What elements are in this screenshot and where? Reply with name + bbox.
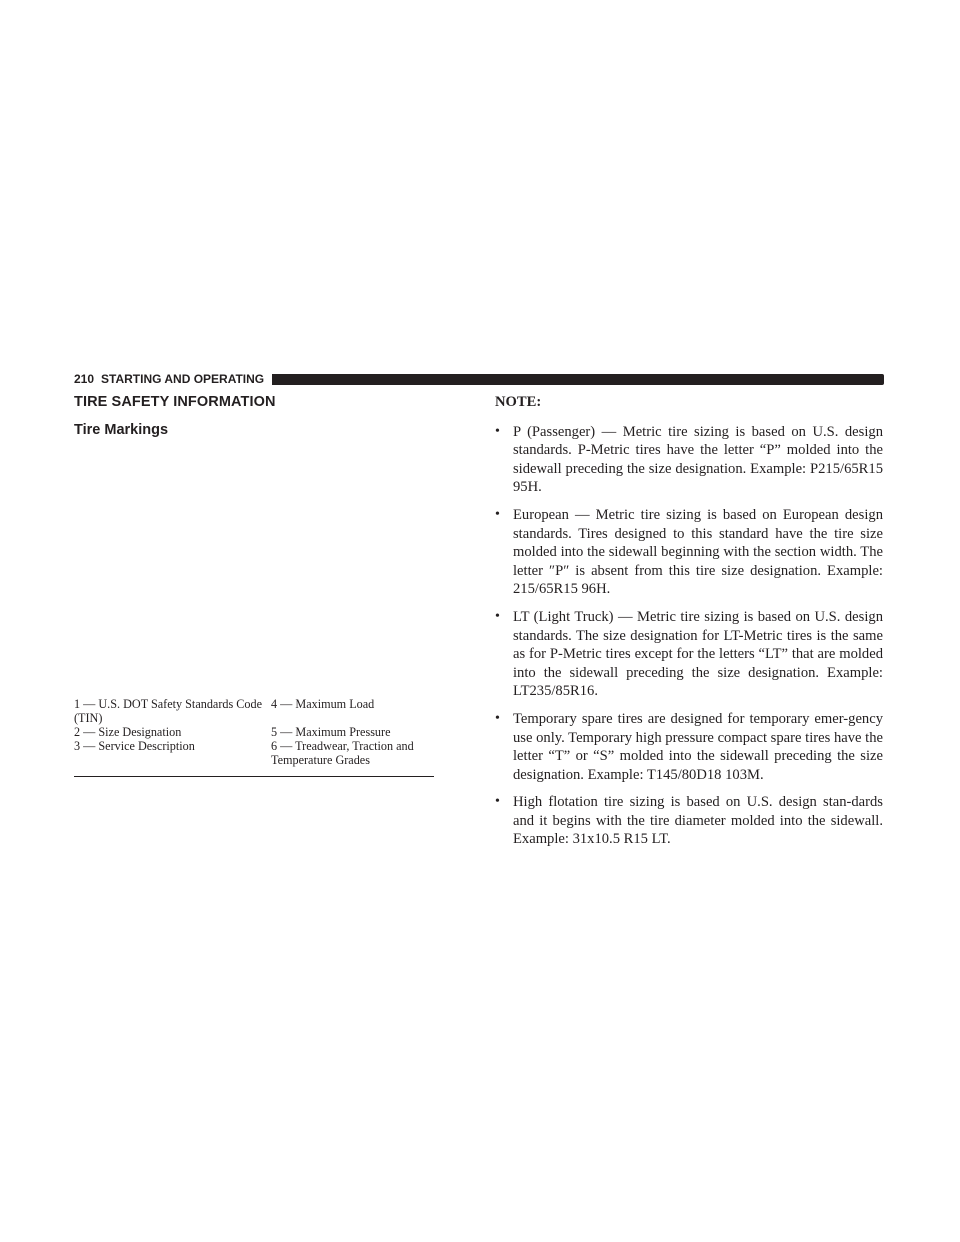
list-item [495, 710, 883, 784]
list-item [495, 506, 883, 599]
list-item-text: P (Passenger) — Metric tire sizing is based on U.S. design standards. P-Metric tires have the letter “P” molded into the sidewall preceding the size designation. Example: P215/65R15 95H. [513, 423, 883, 496]
header-rule [272, 374, 884, 385]
list-item-text: LT (Light Truck) — Metric tire sizing is based on U.S. design standards. The size designation for LT-Metric tires is the same as for P-Metric tires except for the letters “LT” that are molded into the sidewall preceding the size designation. Example: LT235/85R16. [513, 608, 883, 700]
legend-item: 4 — Maximum Load [271, 697, 375, 711]
legend-row [74, 697, 434, 725]
legend-item: 3 — Service Description [74, 739, 195, 753]
list-item-text: Temporary spare tires are designed for temporary emer-gency use only. Temporary high pressure compact spare tires have the letter “T” or “S” molded into the sidewall preceding the size designation. Example: T145/80D18 103M. [513, 710, 883, 783]
legend-item: 5 — Maximum Pressure [271, 725, 391, 739]
bullet-icon: • [495, 794, 500, 810]
list-item [495, 793, 883, 849]
note-label: NOTE: [495, 394, 542, 410]
page-number: 210 [74, 372, 95, 386]
section-title: STARTING AND OPERATING [101, 372, 265, 386]
legend-divider [74, 776, 434, 777]
legend-row [74, 725, 434, 739]
note-column [495, 393, 883, 858]
figure-legend [74, 697, 434, 767]
list-item-text: European — Metric tire sizing is based on European design standards. Tires designed to this standard have the tire size molded into the sidewall beginning with the section width. The letter ″P″ is absent from this tire size designation. Example: 215/65R15 96H. [513, 506, 883, 598]
section-heading: TIRE SAFETY INFORMATION [74, 394, 276, 410]
tire-markings-figure [74, 446, 434, 690]
list-item [495, 423, 883, 497]
legend-item: 2 — Size Designation [74, 725, 182, 739]
list-item [495, 608, 883, 701]
subsection-heading: Tire Markings [74, 422, 169, 438]
bullet-icon: • [495, 710, 500, 726]
legend-row [74, 739, 434, 767]
bullet-icon: • [495, 423, 500, 439]
list-item-text: High flotation tire sizing is based on U.S. design stan-dards and it begins with the tire diameter molded into the sidewall. Example: 31x10.5 R15 LT. [513, 794, 883, 848]
page-header [74, 371, 884, 387]
bullet-icon: • [495, 506, 500, 522]
bullet-icon: • [495, 608, 500, 624]
legend-item: 6 — Treadwear, Traction and Temperature Grades [271, 739, 414, 767]
legend-item: 1 — U.S. DOT Safety Standards Code (TIN) [74, 697, 262, 725]
